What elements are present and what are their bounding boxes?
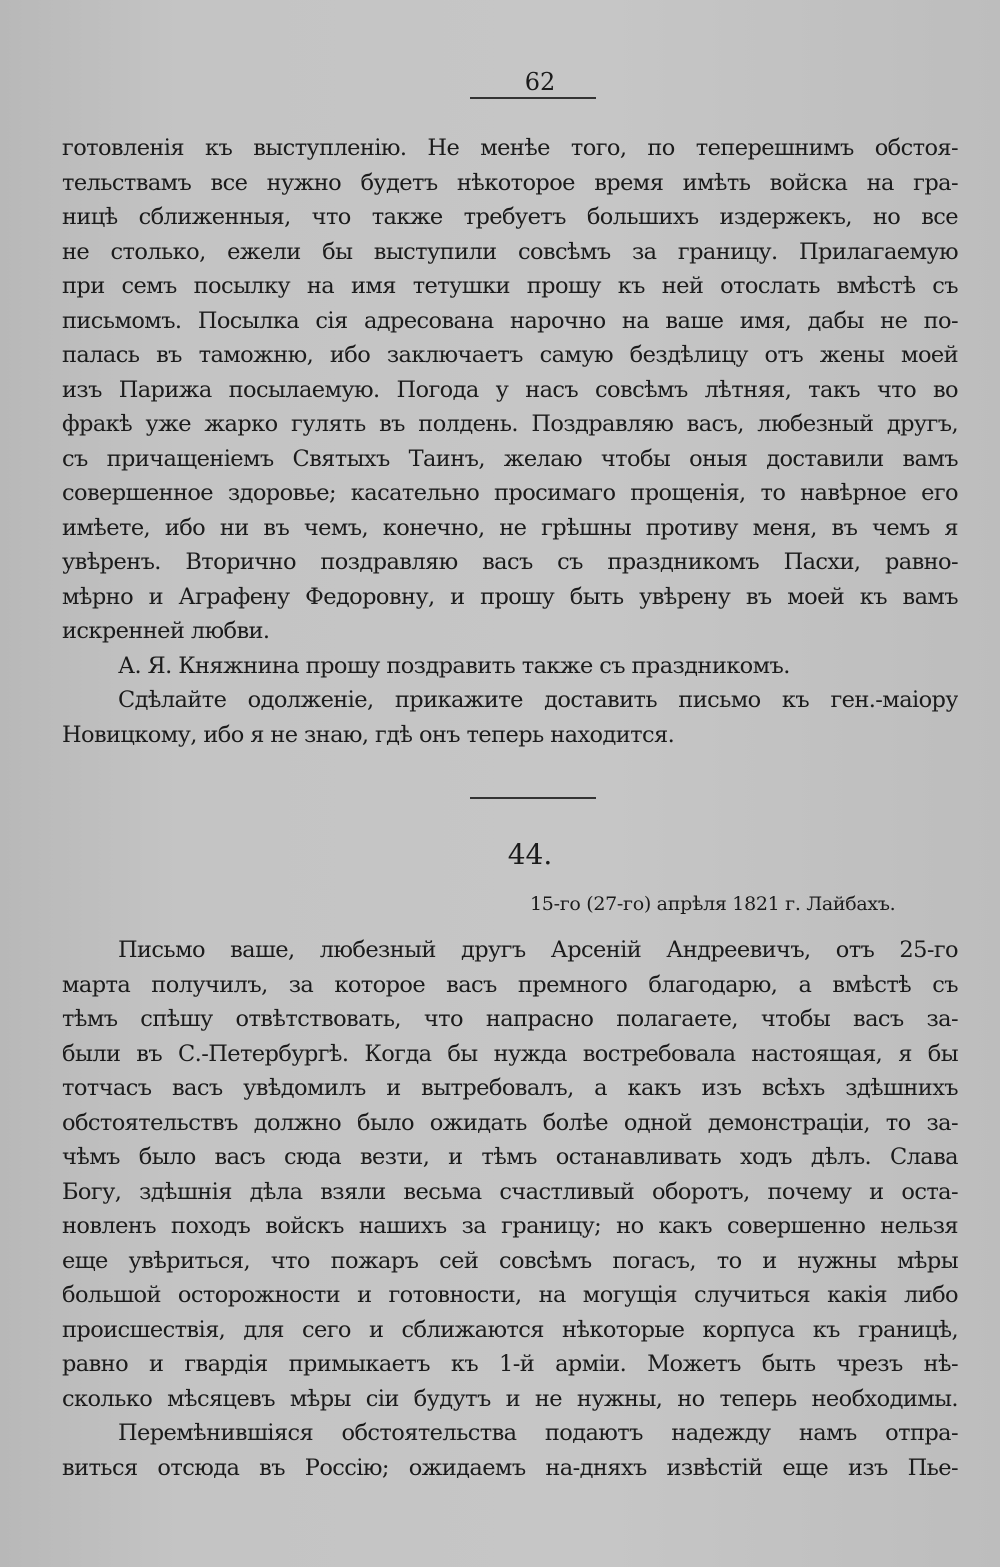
letter-44-text xyxy=(62,933,958,1485)
section-divider xyxy=(470,797,596,799)
letter-number: 44. xyxy=(507,838,553,871)
text-line: искренней любви. xyxy=(62,618,270,644)
text-line: большой осторожности и готовности, на могущія случиться какія либо xyxy=(62,1282,958,1308)
text-line: новленъ походъ войскъ нашихъ за границу; но какъ совершенно нельзя xyxy=(62,1213,958,1239)
text-line: еще увѣриться, что пожаръ сей совсѣмъ погасъ, то и нужны мѣры xyxy=(62,1247,958,1274)
text-line: А. Я. Княжнина прошу поздравить также съ праздникомъ. xyxy=(118,652,790,679)
text-line: увѣренъ. Вторично поздравляю васъ съ праздникомъ Пасхи, равно- xyxy=(62,549,958,575)
text-line: при семъ посылку на имя тетушки прошу къ ней отослать вмѣстѣ съ xyxy=(62,273,958,299)
text-line: тотчасъ васъ увѣдомилъ и вытребовалъ, а какъ изъ всѣхъ здѣшнихъ xyxy=(62,1075,958,1101)
text-line: ницѣ сближенныя, что также требуетъ большихъ издержекъ, но все xyxy=(62,204,958,230)
header-rule xyxy=(470,97,596,99)
text-line: изъ Парижа посылаемую. Погода у насъ совсѣмъ лѣтняя, такъ что во xyxy=(62,376,958,403)
text-line: совершенное здоровье; касательно просимаго прощенія, то навѣрное его xyxy=(62,480,958,506)
letter-dateline: 15-го (27-го) апрѣля 1821 г. Лайбахъ. xyxy=(530,893,896,915)
text-line: Письмо ваше, любезный другъ Арсеній Андреевичъ, отъ 25-го xyxy=(118,937,958,963)
text-line: были въ С.-Петербургѣ. Когда бы нужда востребовала настоящая, я бы xyxy=(62,1040,958,1067)
text-line: готовленія къ выступленію. Не менѣе того, по теперешнимъ обстоя- xyxy=(62,135,958,161)
text-line: палась въ таможню, ибо заключаетъ самую бездѣлицу отъ жены моей xyxy=(62,342,958,368)
text-line: имѣете, ибо ни въ чемъ, конечно, не грѣшны противу меня, въ чемъ я xyxy=(62,514,958,541)
text-line: мѣрно и Аграфену Федоровну, и прошу быть увѣрену въ моей къ вамъ xyxy=(62,583,958,610)
text-line: письмомъ. Посылка сія адресована нарочно на ваше имя, дабы не по- xyxy=(62,307,958,334)
text-line: марта получилъ, за которое васъ премного благодарю, а вмѣстѣ съ xyxy=(62,971,958,998)
text-line: съ причащеніемъ Святыхъ Таинъ, желаю чтобы оныя доставили вамъ xyxy=(62,445,958,472)
text-line: чѣмъ было васъ сюда везти, и тѣмъ останавливать ходъ дѣлъ. Слава xyxy=(62,1144,958,1170)
text-line: Новицкому, ибо я не знаю, гдѣ онъ теперь находится. xyxy=(62,721,675,748)
text-line: виться отсюда въ Россію; ожидаемъ на-дняхъ извѣстій еще изъ Пье- xyxy=(62,1454,958,1481)
text-line: фракѣ уже жарко гулять въ полдень. Поздравляю васъ, любезный другъ, xyxy=(62,411,958,437)
text-line: равно и гвардія примыкаетъ къ 1-й арміи. Можетъ быть чрезъ нѣ- xyxy=(62,1351,958,1377)
text-line: не столько, ежели бы выступили совсѣмъ за границу. Прилагаемую xyxy=(62,238,958,265)
text-line: сколько мѣсяцевъ мѣры сіи будутъ и не нужны, но теперь необходимы. xyxy=(62,1385,958,1412)
text-line: Перемѣнившіяся обстоятельства подаютъ надежду намъ отпра- xyxy=(118,1420,958,1446)
text-line: тельствамъ все нужно будетъ нѣкоторое время имѣть войска на гра- xyxy=(62,169,958,196)
text-line: происшествія, для сего и сближаются нѣкоторые корпуса къ границѣ, xyxy=(62,1316,958,1343)
text-line: Сдѣлайте одолженіе, прикажите доставить письмо къ ген.-маіору xyxy=(118,687,958,713)
letter-43-text xyxy=(62,131,958,752)
page-number: 62 xyxy=(524,68,556,96)
text-line: обстоятельствъ должно было ожидать болѣе одной демонстраціи, то за- xyxy=(62,1109,958,1136)
text-line: Богу, здѣшнія дѣла взяли весьма счастливый оборотъ, почему и оста- xyxy=(62,1178,958,1205)
text-line: тѣмъ спѣшу отвѣтствовать, что напрасно полагаете, чтобы васъ за- xyxy=(62,1006,958,1032)
